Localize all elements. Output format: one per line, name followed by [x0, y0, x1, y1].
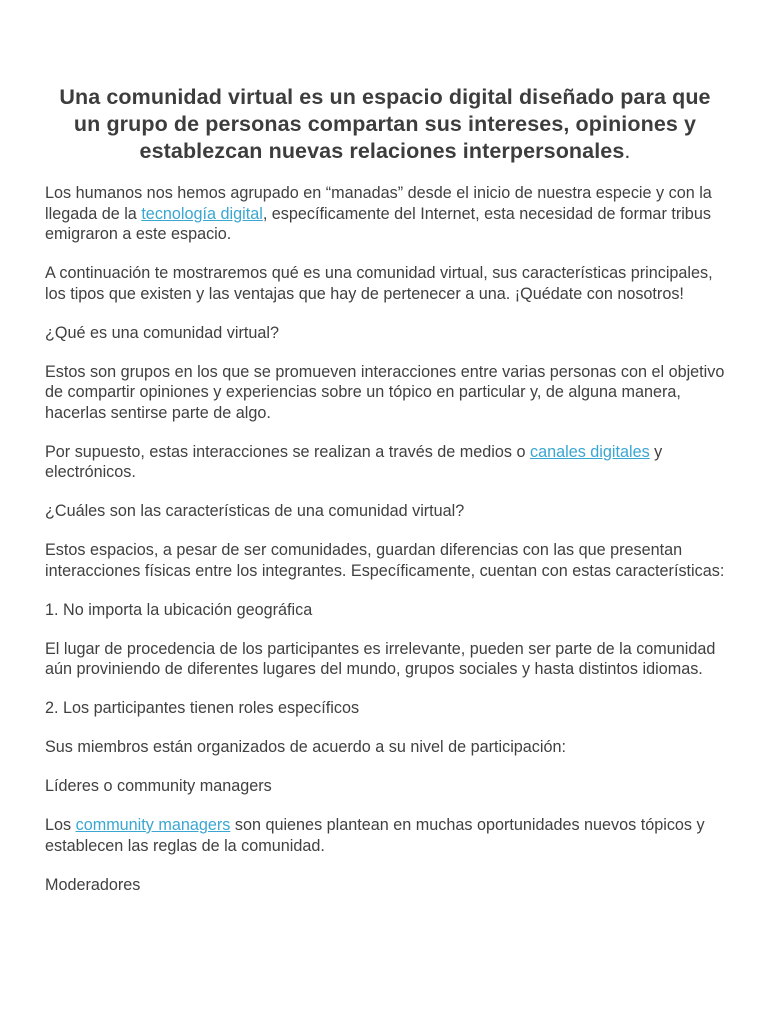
paragraph-intro-text-start: Los humanos nos hemos agrupado en “manadas” desde el inicio de nuestra especie y con la llegada de la: [45, 184, 712, 223]
paragraph-cm-text-end: son quienes plantean en muchas oportunidades nuevos tópicos y establecen las reglas de la comunidad.: [45, 816, 705, 855]
paragraph-intro: [45, 183, 725, 245]
heading-roles: 2. Los participantes tienen roles específicos: [45, 699, 360, 717]
paragraph-channels-text-start: Por supuesto, estas interacciones se realizan a través de medios o: [45, 442, 530, 461]
heading-moderadores: Moderadores: [45, 875, 141, 894]
document-page: [45, 84, 725, 914]
paragraph-cm-text-start: Los: [45, 816, 76, 834]
paragraph-channels-text-end: y electrónicos.: [45, 442, 663, 481]
heading-caracteristicas: ¿Cuáles son las características de una comunidad virtual?: [45, 502, 465, 520]
article-title-text: Una comunidad virtual es un espacio digital diseñado para que un grupo de personas compartan sus intereses, opiniones y establezcan nuevas relaciones interpersonales: [59, 85, 711, 163]
paragraph-channels: [45, 442, 725, 483]
heading-ubicacion: 1. No importa la ubicación geográfica: [45, 600, 313, 619]
link-tecnologia-digital[interactable]: tecnología digital: [141, 204, 263, 223]
heading-lideres: Líderes o community managers: [45, 777, 272, 795]
paragraph-community-managers: [45, 815, 725, 856]
article-title: [45, 84, 725, 165]
paragraph-differences: Estos espacios, a pesar de ser comunidades, guardan diferencias con las que presentan interacciones físicas entre los integrantes. Específicamente, cuentan con estas características:: [45, 541, 725, 580]
link-community-managers[interactable]: community managers: [75, 816, 231, 834]
paragraph-overview: A continuación te mostraremos qué es una comunidad virtual, sus características principales, los tipos que existen y las ventajas que hay de pertenecer a una. ¡Quédate con nosotros!: [45, 264, 713, 303]
article-title-period: .: [624, 139, 631, 163]
paragraph-miembros: Sus miembros están organizados de acuerdo a su nivel de participación:: [45, 738, 566, 756]
link-canales-digitales[interactable]: canales digitales: [530, 442, 650, 461]
paragraph-procedencia: El lugar de procedencia de los participantes es irrelevante, pueden ser parte de la comunidad aún proviniendo de diferentes lugares del mundo, grupos sociales y hasta distintos idiomas.: [45, 639, 716, 678]
heading-que-es: ¿Qué es una comunidad virtual?: [45, 323, 279, 342]
paragraph-definition: Estos son grupos en los que se promueven interacciones entre varias personas con el objetivo de compartir opiniones y experiencias sobre un tópico en particular y, de alguna manera, hacerlas sentirse parte de algo.: [45, 362, 725, 422]
paragraph-intro-text-end: , específicamente del Internet, esta necesidad de formar tribus emigraron a este espacio.: [45, 204, 711, 243]
